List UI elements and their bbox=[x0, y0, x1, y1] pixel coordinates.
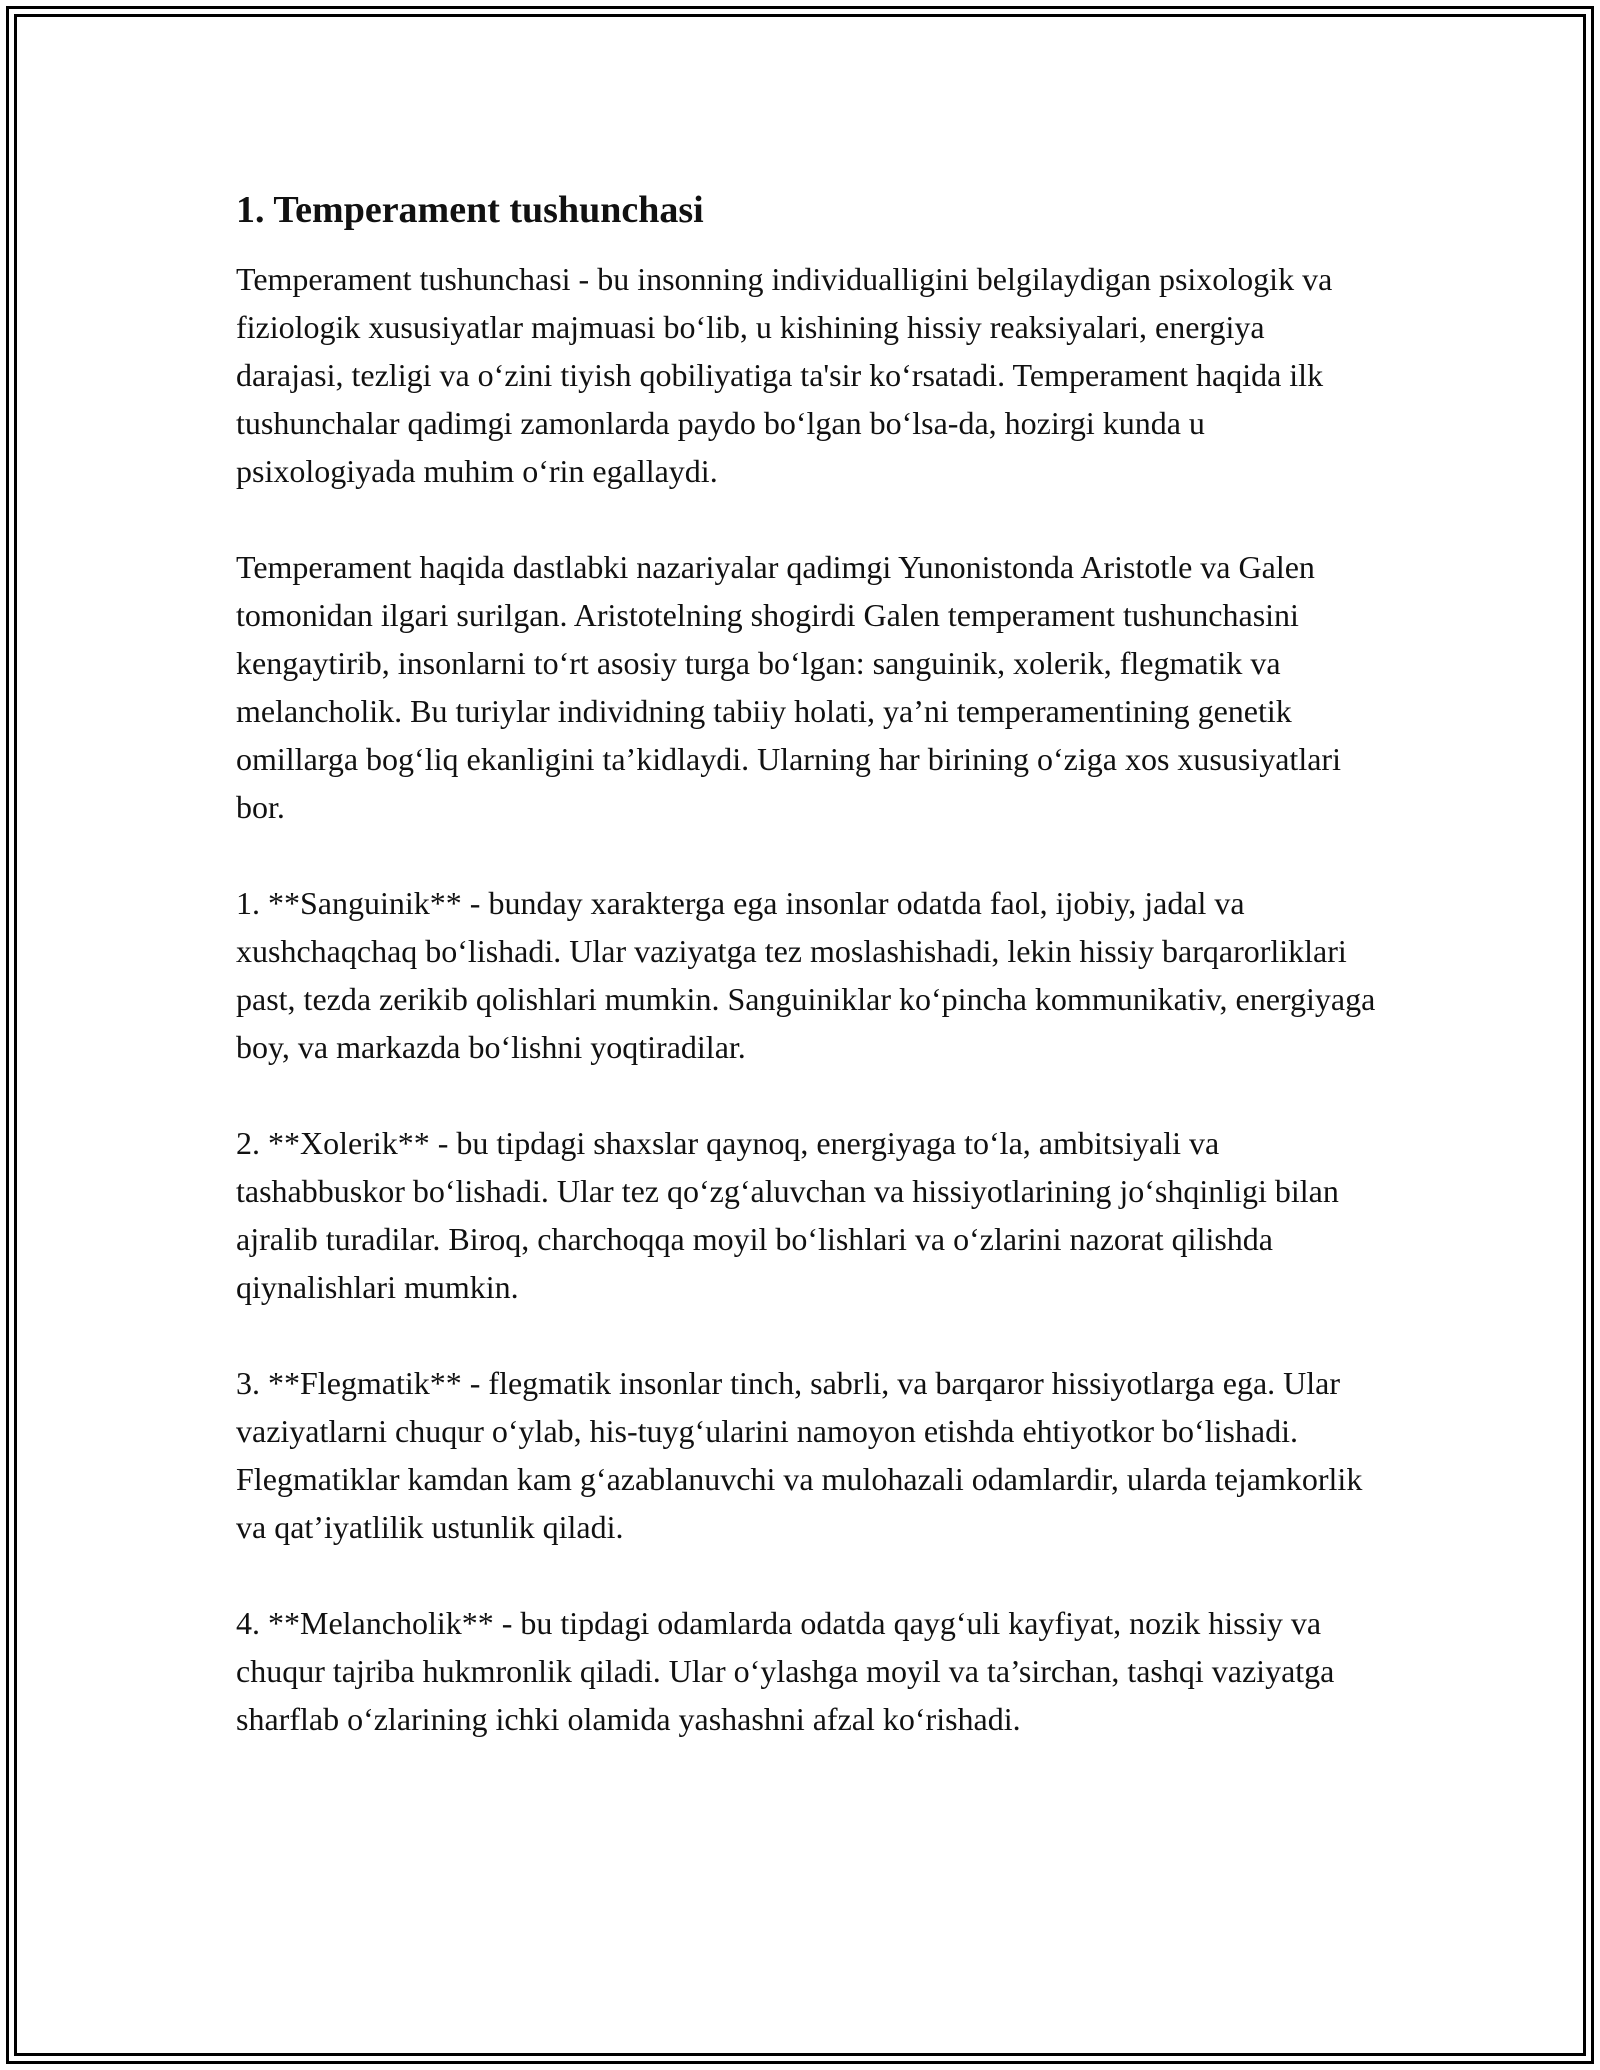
paragraph-definition: Temperament tushunchasi - bu insonning individualligini belgilaydigan psixologik va fiziologik xususiyatlar majmuasi bo‘lib, u kishining hissiy reaksiyalari, energiya darajasi, tezligi va o‘zini tiyish qobiliyatiga ta'sir ko‘rsatadi. Temperament haqida ilk tushunchalar qadimgi zamonlarda paydo bo‘lgan bo‘lsa-da, hozirgi kunda u psixologiyada muhim o‘rin egallaydi. bbox=[236, 261, 1333, 490]
paragraph-history: Temperament haqida dastlabki nazariyalar qadimgi Yunonistonda Aristotle va Galen tomonidan ilgari surilgan. Aristotelning shogirdi Galen temperament tushunchasini kengaytirib, insonlarni to‘rt asosiy turga bo‘lgan: sanguinik, xolerik, flegmatik va melancholik. Bu turiylar individning tabiiy holati, ya’ni temperamentining genetik omillarga bog‘liq ekanligini ta’kidlaydi. Ularning har birining o‘ziga xos xususiyatlari bor. bbox=[236, 549, 1341, 826]
document-body bbox=[236, 186, 1376, 1791]
section-title: 1. Temperament tushunchasi bbox=[236, 189, 704, 231]
paragraph-melancholik: 4. **Melancholik** - bu tipdagi odamlarda odatda qayg‘uli kayfiyat, nozik hissiy va chuqur tajriba hukmronlik qiladi. Ular o‘ylashga moyil va ta’sirchan, tashqi vaziyatga sharflab o‘zlarining ichki olamida yashashni afzal ko‘rishadi. bbox=[236, 1605, 1335, 1738]
paragraph-xolerik: 2. **Xolerik** - bu tipdagi shaxslar qaynoq, energiyaga to‘la, ambitsiyali va tashabbuskor bo‘lishadi. Ular tez qo‘zg‘aluvchan va hissiyotlarining jo‘shqinligi bilan ajralib turadilar. Biroq, charchoqqa moyil bo‘lishlari va o‘zlarini nazorat qilishda qiynalishlari mumkin. bbox=[236, 1125, 1339, 1306]
paragraph-sanguinik: 1. **Sanguinik** - bunday xarakterga ega insonlar odatda faol, ijobiy, jadal va xushchaqchaq bo‘lishadi. Ular vaziyatga tez moslashishadi, lekin hissiy barqarorliklari past, tezda zerikib qolishlari mumkin. Sanguiniklar ko‘pincha kommunikativ, energiyaga boy, va markazda bo‘lishni yoqtiradilar. bbox=[236, 885, 1376, 1066]
paragraph-flegmatik: 3. **Flegmatik** - flegmatik insonlar tinch, sabrli, va barqaror hissiyotlarga ega. Ular vaziyatlarni chuqur o‘ylab, his-tuyg‘ularini namoyon etishda ehtiyotkor bo‘lishadi. Flegmatiklar kamdan kam g‘azablanuvchi va mulohazali odamlardir, ularda tejamkorlik va qat’iyatlilik ustunlik qiladi. bbox=[236, 1365, 1363, 1546]
